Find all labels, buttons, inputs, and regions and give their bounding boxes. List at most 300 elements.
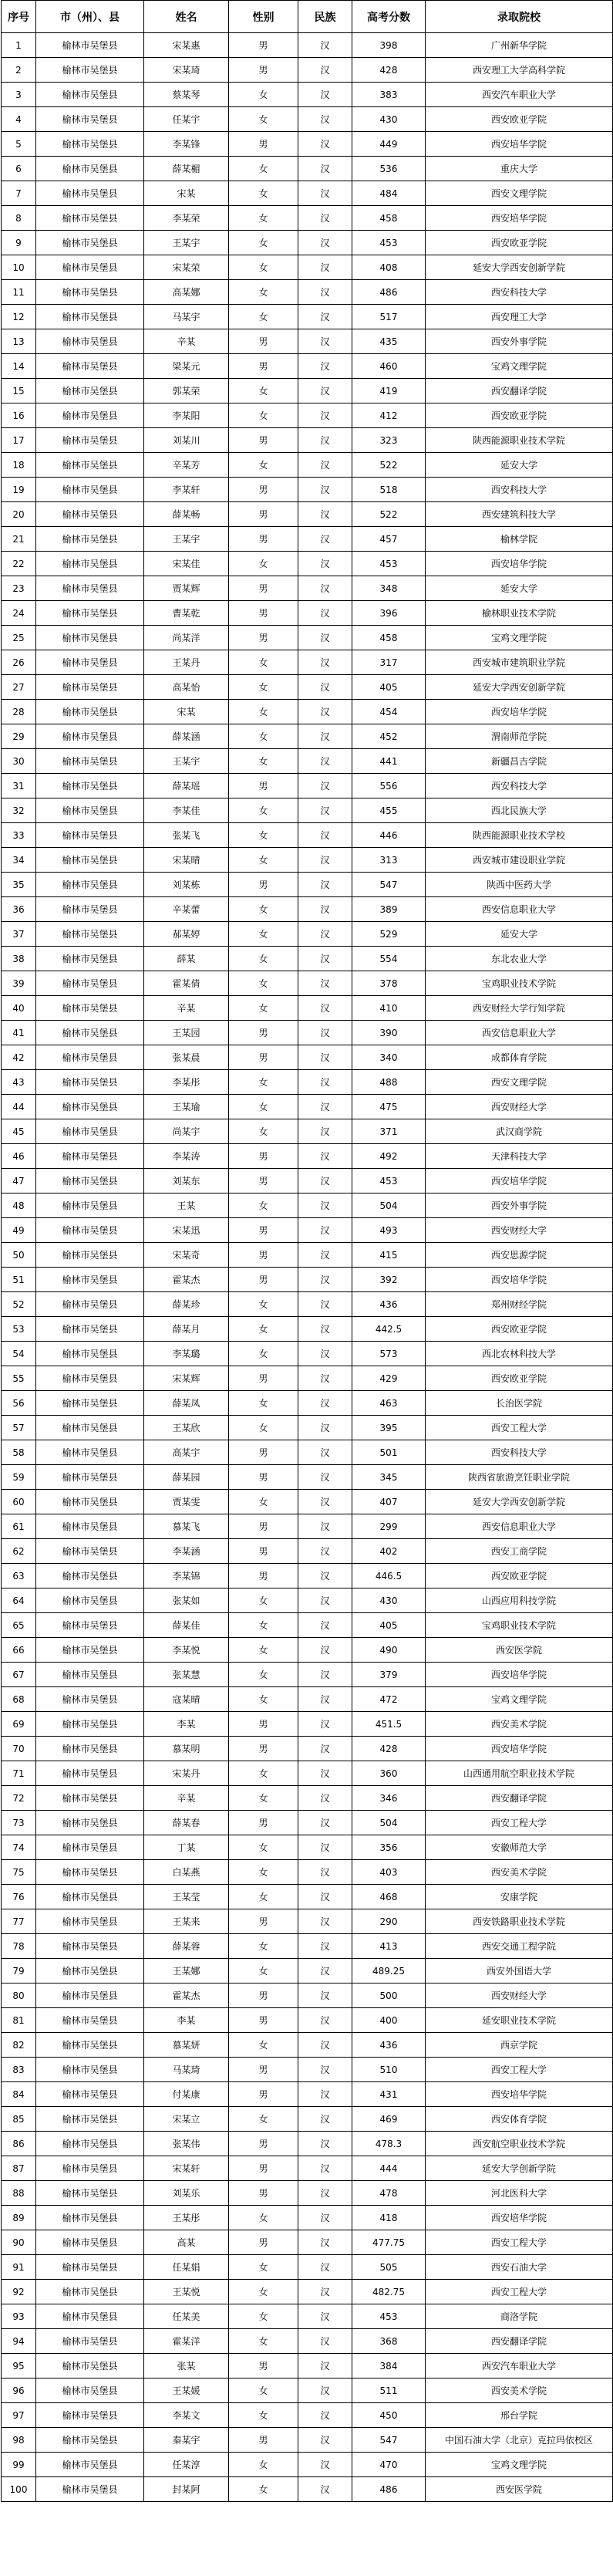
row-admitted-school: 西安培华学院 — [426, 1737, 613, 1761]
table-row — [2, 2230, 613, 2255]
row-admitted-school: 东北农业大学 — [426, 947, 613, 971]
row-exam-score: 455 — [352, 798, 426, 823]
row-gender: 女 — [229, 1317, 298, 1342]
row-ethnicity: 汉 — [298, 1440, 352, 1465]
row-city-county: 榆林市吴堡县 — [36, 1095, 144, 1119]
row-ethnicity: 汉 — [298, 1712, 352, 1737]
row-name: 宋某晴 — [144, 848, 229, 873]
row-exam-score: 403 — [352, 1860, 426, 1885]
row-name: 宋某奇 — [144, 1243, 229, 1268]
row-name: 张某晨 — [144, 1045, 229, 1070]
row-name: 郝某婷 — [144, 922, 229, 947]
row-index: 35 — [2, 873, 36, 897]
row-name: 任某美 — [144, 2304, 229, 2329]
row-city-county: 榆林市吴堡县 — [36, 231, 144, 255]
row-ethnicity: 汉 — [298, 107, 352, 132]
table-row — [2, 626, 613, 650]
row-exam-score: 458 — [352, 626, 426, 650]
row-exam-score: 484 — [352, 181, 426, 206]
row-city-county: 榆林市吴堡县 — [36, 305, 144, 329]
row-city-county: 榆林市吴堡县 — [36, 1070, 144, 1095]
row-name: 贾某辉 — [144, 576, 229, 601]
header-index: 序号 — [2, 1, 36, 33]
row-gender: 男 — [229, 1811, 298, 1835]
table-row — [2, 1564, 613, 1588]
row-admitted-school: 西安翻译学院 — [426, 379, 613, 403]
table-row — [2, 848, 613, 873]
row-gender: 男 — [229, 1243, 298, 1268]
row-gender: 男 — [229, 2181, 298, 2206]
row-index: 63 — [2, 1564, 36, 1588]
row-gender: 男 — [229, 2082, 298, 2107]
row-admitted-school: 西安信息职业大学 — [426, 1021, 613, 1045]
row-gender: 男 — [229, 1909, 298, 1934]
row-index: 60 — [2, 1490, 36, 1514]
table-row — [2, 724, 613, 749]
table-row — [2, 947, 613, 971]
row-admitted-school: 延安大学创新学院 — [426, 2156, 613, 2181]
row-ethnicity: 汉 — [298, 1564, 352, 1588]
row-city-county: 榆林市吴堡县 — [36, 1835, 144, 1860]
row-name: 王某 — [144, 1193, 229, 1218]
table-row — [2, 1218, 613, 1243]
table-row — [2, 231, 613, 255]
row-ethnicity: 汉 — [298, 2304, 352, 2329]
row-name: 宋某立 — [144, 2107, 229, 2132]
row-admitted-school: 重庆大学 — [426, 157, 613, 181]
row-exam-score: 468 — [352, 1885, 426, 1909]
row-admitted-school: 西安医学院 — [426, 2477, 613, 2502]
row-name: 王某来 — [144, 1909, 229, 1934]
row-gender: 男 — [229, 1465, 298, 1490]
row-index: 71 — [2, 1761, 36, 1786]
row-city-county: 榆林市吴堡县 — [36, 58, 144, 83]
table-row — [2, 2107, 613, 2132]
header-exam-score: 高考分数 — [352, 1, 426, 33]
row-index: 21 — [2, 527, 36, 552]
row-ethnicity: 汉 — [298, 2255, 352, 2280]
row-ethnicity: 汉 — [298, 576, 352, 601]
row-exam-score: 379 — [352, 1663, 426, 1687]
row-index: 31 — [2, 774, 36, 798]
row-gender: 男 — [229, 428, 298, 453]
header-ethnicity: 民族 — [298, 1, 352, 33]
row-gender: 女 — [229, 83, 298, 107]
table-row — [2, 2354, 613, 2378]
row-name: 宋某 — [144, 181, 229, 206]
row-name: 霍某洋 — [144, 2329, 229, 2354]
row-city-county: 榆林市吴堡县 — [36, 576, 144, 601]
row-city-county: 榆林市吴堡县 — [36, 1811, 144, 1835]
row-admitted-school: 西安欧亚学院 — [426, 231, 613, 255]
row-index: 54 — [2, 1342, 36, 1366]
row-admitted-school: 中国石油大学（北京）克拉玛依校区 — [426, 2428, 613, 2453]
row-exam-score: 573 — [352, 1342, 426, 1366]
table-row — [2, 2453, 613, 2477]
row-name: 辛某 — [144, 996, 229, 1021]
row-ethnicity: 汉 — [298, 1761, 352, 1786]
row-admitted-school: 西安培华学院 — [426, 132, 613, 157]
row-admitted-school: 西安汽车职业大学 — [426, 2354, 613, 2378]
row-exam-score: 511 — [352, 2378, 426, 2403]
row-ethnicity: 汉 — [298, 971, 352, 996]
row-ethnicity: 汉 — [298, 231, 352, 255]
row-name: 王某园 — [144, 1021, 229, 1045]
row-gender: 女 — [229, 157, 298, 181]
row-name: 李某涵 — [144, 1539, 229, 1564]
table-row — [2, 798, 613, 823]
row-gender: 男 — [229, 873, 298, 897]
row-ethnicity: 汉 — [298, 552, 352, 576]
row-name: 薛某楣 — [144, 157, 229, 181]
row-exam-score: 460 — [352, 354, 426, 379]
row-admitted-school: 延安大学西安创新学院 — [426, 675, 613, 700]
table-row — [2, 2477, 613, 2502]
row-ethnicity: 汉 — [298, 873, 352, 897]
row-gender: 女 — [229, 2304, 298, 2329]
row-index: 51 — [2, 1268, 36, 1292]
row-admitted-school: 宝鸡职业技术学院 — [426, 971, 613, 996]
row-admitted-school: 西安医学院 — [426, 1638, 613, 1663]
row-ethnicity: 汉 — [298, 1490, 352, 1514]
row-city-county: 榆林市吴堡县 — [36, 675, 144, 700]
row-gender: 男 — [229, 132, 298, 157]
row-exam-score: 504 — [352, 1193, 426, 1218]
row-exam-score: 430 — [352, 107, 426, 132]
row-admitted-school: 西安工程大学 — [426, 1811, 613, 1835]
row-ethnicity: 汉 — [298, 1983, 352, 2008]
row-exam-score: 470 — [352, 2453, 426, 2477]
row-ethnicity: 汉 — [298, 774, 352, 798]
table-row — [2, 2304, 613, 2329]
row-name: 张某 — [144, 2354, 229, 2378]
row-city-county: 榆林市吴堡县 — [36, 527, 144, 552]
row-ethnicity: 汉 — [298, 255, 352, 280]
row-index: 12 — [2, 305, 36, 329]
row-index: 80 — [2, 1983, 36, 2008]
row-gender: 女 — [229, 1885, 298, 1909]
table-row — [2, 1243, 613, 1268]
row-index: 39 — [2, 971, 36, 996]
row-gender: 女 — [229, 2206, 298, 2230]
row-admitted-school: 榆林学院 — [426, 527, 613, 552]
row-city-county: 榆林市吴堡县 — [36, 1712, 144, 1737]
row-city-county: 榆林市吴堡县 — [36, 1613, 144, 1638]
row-gender: 男 — [229, 1218, 298, 1243]
table-row — [2, 206, 613, 231]
row-index: 6 — [2, 157, 36, 181]
row-name: 李某 — [144, 2008, 229, 2033]
row-city-county: 榆林市吴堡县 — [36, 1539, 144, 1564]
row-city-county: 榆林市吴堡县 — [36, 1885, 144, 1909]
table-row — [2, 403, 613, 428]
row-city-county: 榆林市吴堡县 — [36, 1144, 144, 1169]
row-gender: 男 — [229, 1021, 298, 1045]
row-exam-score: 451.5 — [352, 1712, 426, 1737]
row-index: 74 — [2, 1835, 36, 1860]
row-gender: 女 — [229, 1342, 298, 1366]
row-admitted-school: 西安财经大学 — [426, 1983, 613, 2008]
table-row — [2, 1835, 613, 1860]
header-row — [2, 1, 613, 33]
row-ethnicity: 汉 — [298, 675, 352, 700]
table-row — [2, 700, 613, 724]
row-gender: 男 — [229, 2008, 298, 2033]
row-admitted-school: 西安欧亚学院 — [426, 1564, 613, 1588]
row-admitted-school: 西安培华学院 — [426, 1169, 613, 1193]
row-gender: 女 — [229, 650, 298, 675]
table-row — [2, 922, 613, 947]
row-gender: 女 — [229, 2403, 298, 2428]
row-exam-score: 463 — [352, 1391, 426, 1416]
table-row — [2, 1416, 613, 1440]
row-gender: 男 — [229, 1539, 298, 1564]
row-gender: 女 — [229, 996, 298, 1021]
row-city-county: 榆林市吴堡县 — [36, 502, 144, 527]
row-admitted-school: 延安大学 — [426, 922, 613, 947]
row-exam-score: 383 — [352, 83, 426, 107]
row-exam-score: 345 — [352, 1465, 426, 1490]
row-gender: 女 — [229, 231, 298, 255]
row-exam-score: 493 — [352, 1218, 426, 1243]
row-name: 李某锋 — [144, 132, 229, 157]
row-admitted-school: 宝鸡文理学院 — [426, 2453, 613, 2477]
row-gender: 女 — [229, 280, 298, 305]
row-admitted-school: 西安培华学院 — [426, 700, 613, 724]
row-name: 辛某 — [144, 329, 229, 354]
row-name: 白某燕 — [144, 1860, 229, 1885]
table-row — [2, 1193, 613, 1218]
row-exam-score: 446.5 — [352, 1564, 426, 1588]
row-gender: 女 — [229, 1687, 298, 1712]
row-admitted-school: 西安翻译学院 — [426, 1786, 613, 1811]
row-city-county: 榆林市吴堡县 — [36, 2304, 144, 2329]
row-exam-score: 492 — [352, 1144, 426, 1169]
row-index: 19 — [2, 478, 36, 502]
row-ethnicity: 汉 — [298, 428, 352, 453]
row-exam-score: 356 — [352, 1835, 426, 1860]
row-index: 48 — [2, 1193, 36, 1218]
row-ethnicity: 汉 — [298, 1663, 352, 1687]
table-row — [2, 329, 613, 354]
row-index: 41 — [2, 1021, 36, 1045]
row-admitted-school: 西安文理学院 — [426, 181, 613, 206]
row-exam-score: 446 — [352, 823, 426, 848]
row-ethnicity: 汉 — [298, 132, 352, 157]
row-gender: 女 — [229, 552, 298, 576]
row-exam-score: 360 — [352, 1761, 426, 1786]
row-exam-score: 453 — [352, 2304, 426, 2329]
row-index: 84 — [2, 2082, 36, 2107]
row-exam-score: 405 — [352, 675, 426, 700]
row-name: 王某娜 — [144, 1959, 229, 1983]
row-index: 69 — [2, 1712, 36, 1737]
row-name: 李某彤 — [144, 1070, 229, 1095]
table-row — [2, 996, 613, 1021]
row-ethnicity: 汉 — [298, 206, 352, 231]
row-exam-score: 500 — [352, 1983, 426, 2008]
row-exam-score: 435 — [352, 329, 426, 354]
row-exam-score: 505 — [352, 2255, 426, 2280]
row-index: 5 — [2, 132, 36, 157]
row-name: 宋某丹 — [144, 1761, 229, 1786]
table-row — [2, 1811, 613, 1835]
row-city-county: 榆林市吴堡县 — [36, 749, 144, 774]
row-ethnicity: 汉 — [298, 2477, 352, 2502]
row-admitted-school: 陕西能源职业技术学校 — [426, 823, 613, 848]
row-admitted-school: 陕西能源职业技术学院 — [426, 428, 613, 453]
table-row — [2, 1342, 613, 1366]
row-exam-score: 407 — [352, 1490, 426, 1514]
row-ethnicity: 汉 — [298, 1292, 352, 1317]
row-city-county: 榆林市吴堡县 — [36, 774, 144, 798]
row-index: 85 — [2, 2107, 36, 2132]
table-row — [2, 2181, 613, 2206]
table-row — [2, 428, 613, 453]
row-name: 宋某迅 — [144, 1218, 229, 1243]
row-exam-score: 482.75 — [352, 2280, 426, 2304]
row-exam-score: 536 — [352, 157, 426, 181]
row-name: 贾某雯 — [144, 1490, 229, 1514]
row-exam-score: 475 — [352, 1095, 426, 1119]
row-exam-score: 452 — [352, 724, 426, 749]
row-ethnicity: 汉 — [298, 2354, 352, 2378]
row-exam-score: 486 — [352, 2477, 426, 2502]
row-admitted-school: 河北医科大学 — [426, 2181, 613, 2206]
row-name: 高某宇 — [144, 1440, 229, 1465]
row-ethnicity: 汉 — [298, 1342, 352, 1366]
row-gender: 女 — [229, 1391, 298, 1416]
row-name: 薛某 — [144, 947, 229, 971]
row-ethnicity: 汉 — [298, 1934, 352, 1959]
row-ethnicity: 汉 — [298, 2428, 352, 2453]
table-row — [2, 1268, 613, 1292]
row-exam-score: 518 — [352, 478, 426, 502]
row-gender: 男 — [229, 1514, 298, 1539]
row-admitted-school: 西安信息职业大学 — [426, 897, 613, 922]
row-name: 辛某 — [144, 1786, 229, 1811]
table-row — [2, 255, 613, 280]
row-city-county: 榆林市吴堡县 — [36, 2230, 144, 2255]
row-exam-score: 402 — [352, 1539, 426, 1564]
row-gender: 女 — [229, 848, 298, 873]
row-admitted-school: 广州新华学院 — [426, 33, 613, 58]
row-index: 83 — [2, 2058, 36, 2082]
row-ethnicity: 汉 — [298, 848, 352, 873]
row-city-county: 榆林市吴堡县 — [36, 2477, 144, 2502]
row-gender: 男 — [229, 1564, 298, 1588]
row-admitted-school: 新疆昌吉学院 — [426, 749, 613, 774]
row-index: 89 — [2, 2206, 36, 2230]
row-name: 李某悦 — [144, 1638, 229, 1663]
row-admitted-school: 西安科技大学 — [426, 280, 613, 305]
row-ethnicity: 汉 — [298, 1095, 352, 1119]
row-exam-score: 415 — [352, 1243, 426, 1268]
row-city-county: 榆林市吴堡县 — [36, 700, 144, 724]
table-row — [2, 2082, 613, 2107]
row-gender: 女 — [229, 2477, 298, 2502]
row-gender: 女 — [229, 2329, 298, 2354]
row-ethnicity: 汉 — [298, 1539, 352, 1564]
row-exam-score: 313 — [352, 848, 426, 873]
row-index: 17 — [2, 428, 36, 453]
table-row — [2, 1144, 613, 1169]
row-exam-score: 453 — [352, 552, 426, 576]
row-index: 77 — [2, 1909, 36, 1934]
row-admitted-school: 延安大学西安创新学院 — [426, 1490, 613, 1514]
row-ethnicity: 汉 — [298, 1366, 352, 1391]
row-name: 宋某 — [144, 700, 229, 724]
row-city-county: 榆林市吴堡县 — [36, 1045, 144, 1070]
row-exam-score: 477.75 — [352, 2230, 426, 2255]
row-admitted-school: 天津科技大学 — [426, 1144, 613, 1169]
row-name: 郭某荣 — [144, 379, 229, 403]
row-name: 李某璐 — [144, 1342, 229, 1366]
table-row — [2, 1588, 613, 1613]
row-city-county: 榆林市吴堡县 — [36, 1218, 144, 1243]
admissions-table — [1, 0, 613, 2502]
row-exam-score: 554 — [352, 947, 426, 971]
row-ethnicity: 汉 — [298, 2206, 352, 2230]
row-exam-score: 501 — [352, 1440, 426, 1465]
table-row — [2, 1292, 613, 1317]
row-gender: 女 — [229, 2280, 298, 2304]
row-index: 32 — [2, 798, 36, 823]
row-admitted-school: 西安培华学院 — [426, 552, 613, 576]
row-gender: 女 — [229, 1934, 298, 1959]
row-index: 9 — [2, 231, 36, 255]
row-name: 尚某宇 — [144, 1119, 229, 1144]
row-admitted-school: 西安培华学院 — [426, 2082, 613, 2107]
row-name: 李某 — [144, 1712, 229, 1737]
row-city-county: 榆林市吴堡县 — [36, 83, 144, 107]
row-ethnicity: 汉 — [298, 2033, 352, 2058]
row-gender: 女 — [229, 403, 298, 428]
row-exam-score: 418 — [352, 2206, 426, 2230]
row-gender: 女 — [229, 181, 298, 206]
table-row — [2, 1638, 613, 1663]
row-ethnicity: 汉 — [298, 996, 352, 1021]
row-index: 11 — [2, 280, 36, 305]
row-index: 33 — [2, 823, 36, 848]
row-city-county: 榆林市吴堡县 — [36, 1366, 144, 1391]
row-exam-score: 410 — [352, 996, 426, 1021]
table-row — [2, 2378, 613, 2403]
table-row — [2, 354, 613, 379]
row-index: 86 — [2, 2132, 36, 2156]
table-row — [2, 1885, 613, 1909]
row-gender: 女 — [229, 1638, 298, 1663]
row-admitted-school: 西安航空职业技术学院 — [426, 2132, 613, 2156]
row-admitted-school: 武汉商学院 — [426, 1119, 613, 1144]
table-row — [2, 1934, 613, 1959]
row-city-county: 榆林市吴堡县 — [36, 1169, 144, 1193]
table-row — [2, 1095, 613, 1119]
row-name: 宋某惠 — [144, 33, 229, 58]
row-admitted-school: 西安培华学院 — [426, 206, 613, 231]
row-city-county: 榆林市吴堡县 — [36, 2132, 144, 2156]
row-city-county: 榆林市吴堡县 — [36, 1465, 144, 1490]
row-gender: 女 — [229, 675, 298, 700]
table-row — [2, 873, 613, 897]
row-exam-score: 431 — [352, 2082, 426, 2107]
row-ethnicity: 汉 — [298, 1243, 352, 1268]
row-ethnicity: 汉 — [298, 2107, 352, 2132]
row-exam-score: 522 — [352, 453, 426, 478]
row-admitted-school: 西安培华学院 — [426, 1663, 613, 1687]
row-admitted-school: 西安交通工程学院 — [426, 1934, 613, 1959]
row-admitted-school: 西安财经大学 — [426, 1095, 613, 1119]
